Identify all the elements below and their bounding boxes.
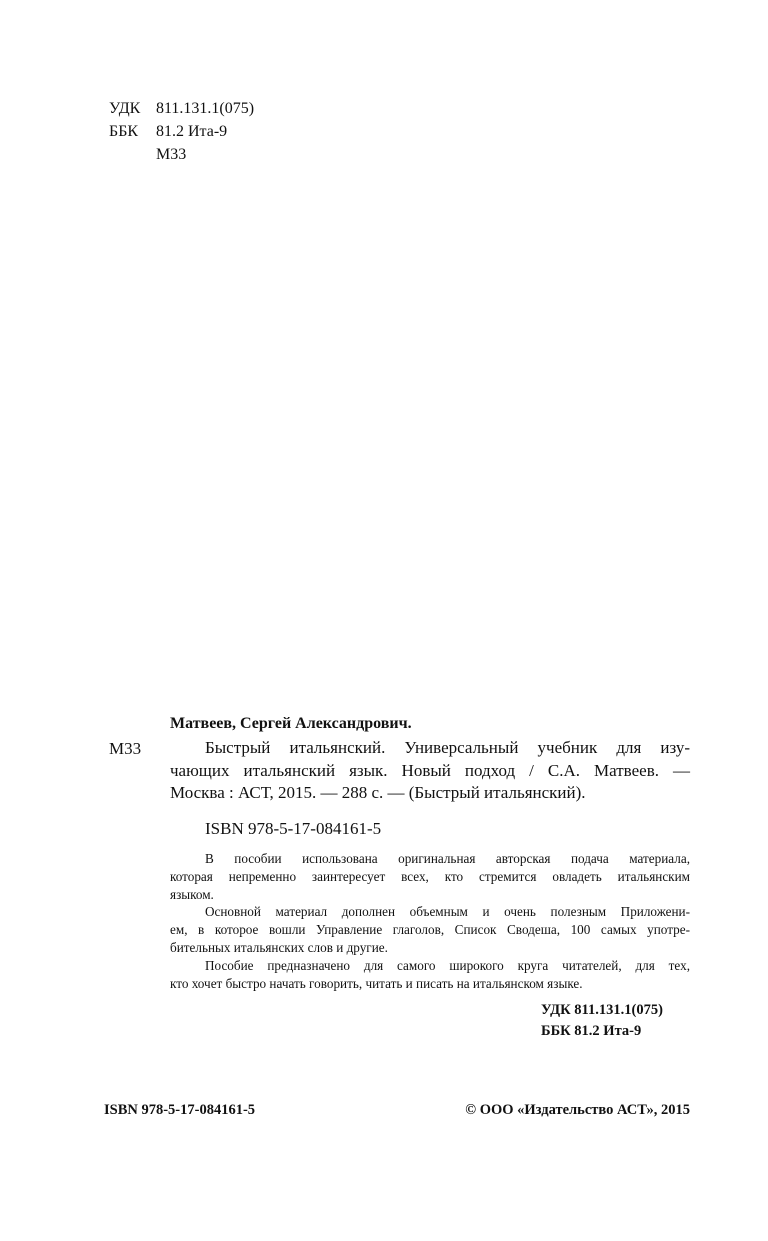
annotation-line: которая непременно заинтересует всех, кто стремится овладеть итальянским xyxy=(170,868,690,884)
udk-label: УДК xyxy=(109,100,141,117)
classification-codes-top xyxy=(109,97,254,166)
annotation-line: кто хочет быстро начать говорить, читать и писать на итальянском языке. xyxy=(170,975,583,991)
annotation-line: Основной материал дополнен объемным и очень полезным Приложени- xyxy=(205,904,690,920)
biblio-line: Москва : АСТ, 2015. — 288 с. — (Быстрый итальянский). xyxy=(170,783,586,802)
isbn: ISBN 978-5-17-084161-5 xyxy=(205,819,382,838)
annotation-line: языком. xyxy=(170,886,214,902)
annotation-line: Пособие предназначено для самого широкого круга читателей, для тех, xyxy=(205,957,690,973)
copyright-notice: © ООО «Издательство АСТ», 2015 xyxy=(465,1102,690,1118)
author-mark: М33 xyxy=(109,739,142,758)
udk-value: 811.131.1(075) xyxy=(156,100,255,117)
bbk-label: ББК xyxy=(109,123,139,140)
annotation-line: В пособии использована оригинальная авторская подача материала, xyxy=(205,851,690,866)
bbk-code: ББК 81.2 Ита-9 xyxy=(541,1023,642,1039)
biblio-line: чающих итальянский язык. Новый подход / С.А. Матвеев. — xyxy=(170,760,690,780)
footer-isbn: ISBN 978-5-17-084161-5 xyxy=(104,1102,256,1118)
classification-codes-bottom xyxy=(541,1000,663,1042)
udk-code: УДК 811.131.1(075) xyxy=(541,1002,663,1018)
annotation-line: ем, в которое вошли Управление глаголов, Список Сводеша, 100 самых употре- xyxy=(170,922,690,938)
biblio-line: Быстрый итальянский. Универсальный учебник для изу- xyxy=(205,738,690,757)
author-mark-top: М33 xyxy=(156,146,187,163)
bbk-row xyxy=(109,120,254,143)
author-heading: Матвеев, Сергей Александрович. xyxy=(170,715,412,732)
udk-row xyxy=(109,97,254,120)
bibliographic-description xyxy=(170,737,690,805)
bbk-value: 81.2 Ита-9 xyxy=(156,123,228,140)
annotation xyxy=(170,850,690,992)
annotation-line: бительных итальянских слов и другие. xyxy=(170,939,388,955)
